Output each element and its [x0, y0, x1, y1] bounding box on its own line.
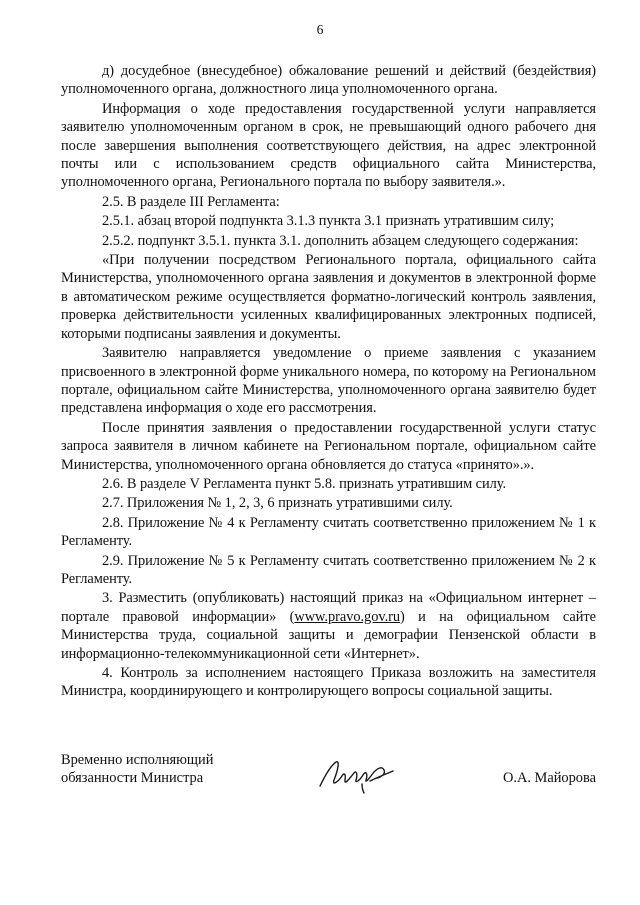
- signatory-title-line2: обязанности Министра: [61, 770, 204, 787]
- paragraph-status: После принятия заявления о предоставлении государственной услуги статус запроса заявителя в личном кабинете на Региональном портале, официальном сайте Министерства, уполномоченного органа обновляется до статуса «принято».».: [61, 419, 596, 473]
- handwritten-signature: [316, 756, 396, 794]
- paragraph-2-6: 2.6. В разделе V Регламента пункт 5.8. признать утратившим силу.: [102, 475, 507, 492]
- paragraph-2-9: 2.9. Приложение № 5 к Регламенту считать соответственно приложением № 2 к Регламенту.: [61, 552, 596, 587]
- paragraph-3-publish: [61, 589, 596, 663]
- paragraph-notification: Заявителю направляется уведомление о приеме заявления с указанием присвоенного в электронной форме уникального номера, по которому на Региональном портале, официальном сайте Министерства, уполномоченного органа заявителю будет представлена информация о ходе его рассмотрения.: [61, 345, 596, 417]
- paragraph-2-5: 2.5. В разделе III Регламента:: [102, 193, 280, 210]
- paragraph-2-8: 2.8. Приложение № 4 к Регламенту считать соответственно приложением № 1 к Регламенту.: [61, 514, 596, 550]
- signatory-name: О.А. Майорова: [502, 770, 596, 786]
- signature-block: [61, 751, 596, 791]
- paragraph-progress-info: Информация о ходе предоставления государственной услуги направляется заявителю уполномоченным органом в срок, не превышающий одного рабочего дня после завершения выполнения соответствующего действия, на адрес электронной почты или с использованием средств официального сайта Министерства, уполномоченного органа, Регионального портала по выбору заявителя.».: [61, 100, 596, 191]
- signatory-title: [61, 751, 281, 788]
- publish-text-before: 3. Разместить (опубликовать) настоящий приказ на «Официальном интернет – портале правовой информации» (: [61, 590, 596, 625]
- paragraph-electronic-control: «При получении посредством Регионального портала, официального сайта Министерства, уполномоченного органа заявления и документов в электронной форме в автоматическом режиме осуществляется форматно-логический контроль заявления, проверка действительности усиленных квалифицированных электронных подписей, которыми подписаны заявления и документы.: [61, 252, 596, 342]
- paragraph-2-7: 2.7. Приложения № 1, 2, 3, 6 признать утратившими силу.: [102, 495, 453, 512]
- paragraph-2-5-2: 2.5.2. подпункт 3.5.1. пункта 3.1. дополнить абзацем следующего содержания:: [102, 232, 579, 249]
- publish-text-after: ) и на официальном сайте Министерства труда, социальной защиты и демографии Пензенской области в информационно-телекоммуникационной сети «Интернет».: [61, 608, 596, 662]
- page-number: 6: [316, 22, 324, 37]
- paragraph-2-5-1: 2.5.1. абзац второй подпункта 3.1.3 пункта 3.1 признать утратившим силу;: [102, 213, 555, 230]
- paragraph-appeal: д) досудебное (внесудебное) обжалование решений и действий (бездействия) уполномоченного органа, должностного лица уполномоченного органа.: [61, 63, 596, 98]
- signatory-title-line1: Временно исполняющий: [61, 752, 214, 768]
- pravo-link[interactable]: www.pravo.gov.ru: [294, 608, 400, 625]
- document-body: [61, 62, 596, 702]
- paragraph-4-control: 4. Контроль за исполнением настоящего Приказа возложить на заместителя Министра, координирующего и контролирующего вопросы социальной защиты.: [61, 665, 596, 700]
